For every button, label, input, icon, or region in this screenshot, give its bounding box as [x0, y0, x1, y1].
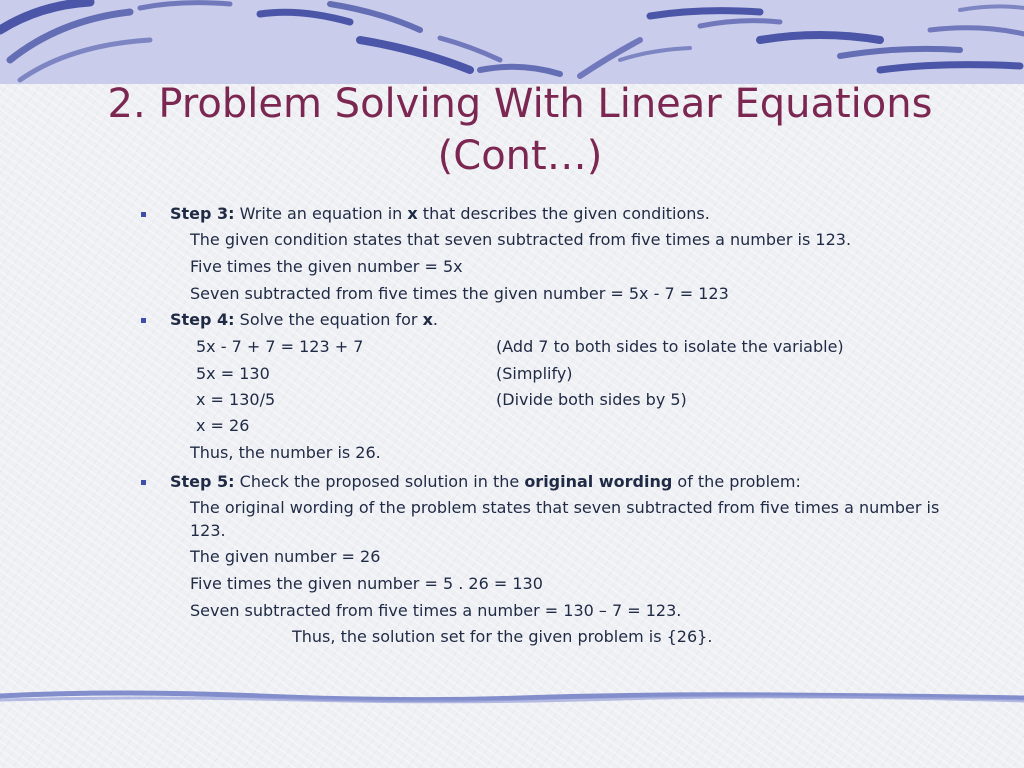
title-line-2: (Cont…)	[437, 133, 603, 179]
step-3-heading	[170, 204, 710, 224]
step-4-row-4	[196, 416, 896, 436]
step-5-bold-phrase: original wording	[524, 472, 673, 491]
step-4-row-1	[196, 337, 896, 357]
step-4-variable: x	[422, 310, 433, 329]
title-line-1: 2. Problem Solving With Linear Equations	[107, 81, 933, 127]
bullet-step-4	[141, 318, 146, 323]
step-4-label: Step 4:	[170, 310, 235, 329]
step-4-equation-1: 5x - 7 + 7 = 123 + 7	[196, 337, 364, 356]
step-5-text-after: of the problem:	[672, 472, 801, 491]
bullet-step-5	[141, 480, 146, 485]
step-4-text-before: Solve the equation for	[234, 310, 423, 329]
step-4-equation-4: x = 26	[196, 416, 250, 435]
step-5-line-3: Five times the given number = 5 . 26 = 130	[190, 574, 543, 593]
step-4-text-after: .	[432, 310, 438, 329]
step-5-label: Step 5:	[170, 472, 235, 491]
step-4-note-3: (Divide both sides by 5)	[496, 390, 687, 409]
step-5-heading	[170, 472, 801, 492]
bottom-decorative-stripe	[0, 686, 1024, 708]
step-5-line-4: Seven subtracted from five times a number = 130 – 7 = 123.	[190, 601, 682, 620]
wave-line-icon	[0, 686, 1024, 708]
step-4-note-1: (Add 7 to both sides to isolate the variable)	[496, 337, 844, 356]
step-3-text-before: Write an equation in	[234, 204, 408, 223]
step-4-note-2: (Simplify)	[496, 364, 573, 383]
step-4-heading	[170, 310, 438, 330]
step-3-line-2: Five times the given number = 5x	[190, 257, 463, 276]
step-4-equation-2: 5x = 130	[196, 364, 270, 383]
step-3-line-1: The given condition states that seven subtracted from five times a number is 123.	[190, 230, 852, 249]
step-4-row-3	[196, 390, 896, 410]
step-3-variable: x	[407, 204, 418, 223]
step-3-label: Step 3:	[170, 204, 235, 223]
step-5-line-1b: 123.	[190, 521, 226, 540]
step-4-row-2	[196, 364, 896, 384]
step-5-solution: Thus, the solution set for the given problem is {26}.	[292, 627, 713, 646]
step-3-text-after: that describes the given conditions.	[417, 204, 710, 223]
bullet-step-3	[141, 212, 146, 217]
step-4-conclusion: Thus, the number is 26.	[190, 443, 381, 462]
step-4-equation-3: x = 130/5	[196, 390, 276, 409]
step-5-line-2: The given number = 26	[190, 547, 381, 566]
step-5-text-before: Check the proposed solution in the	[234, 472, 525, 491]
step-5-line-1a: The original wording of the problem states that seven subtracted from five times a number is	[190, 498, 940, 517]
step-3-line-3: Seven subtracted from five times the given number = 5x - 7 = 123	[190, 284, 729, 303]
